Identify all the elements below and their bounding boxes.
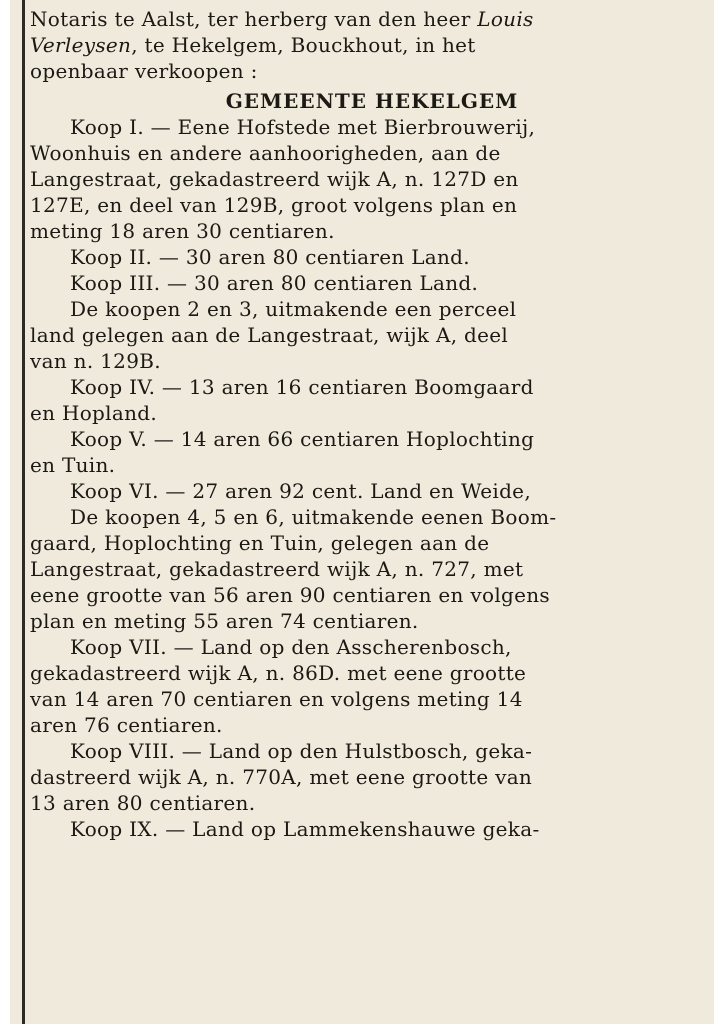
lot-line: Koop III. — 30 aren 80 centiaren Land. (70, 271, 479, 295)
lot-paragraph (30, 504, 714, 634)
lot-paragraph (30, 296, 714, 374)
newspaper-clipping (10, 0, 714, 1024)
lot-line: en Hopland. (30, 401, 158, 425)
lot-line: van 14 aren 70 centiaren en volgens meting 14 (30, 687, 523, 711)
lot-line: Woonhuis en andere aanhoorigheden, aan de (30, 141, 501, 165)
lot-line: Koop I. — Eene Hofstede met Bierbrouwerij, (70, 115, 536, 139)
left-column-rule (22, 0, 25, 1024)
lot-line: Koop VIII. — Land op den Hulstbosch, geka- (70, 739, 533, 763)
lot-line: meting 18 aren 30 centiaren. (30, 219, 335, 243)
lot-line: dastreerd wijk A, n. 770A, met eene grootte van (30, 765, 533, 789)
lot-line: land gelegen aan de Langestraat, wijk A, deel (30, 323, 509, 347)
lot-line: van n. 129B. (30, 349, 161, 373)
lot-line: gekadastreerd wijk A, n. 86D. met eene grootte (30, 661, 527, 685)
lot-line: Langestraat, gekadastreerd wijk A, n. 127D en (30, 167, 519, 191)
lot-paragraph (30, 478, 714, 504)
notary-name-first: Louis (477, 7, 534, 31)
lot-line: en Tuin. (30, 453, 116, 477)
lot-paragraph (30, 738, 714, 816)
lot-line: Koop VI. — 27 aren 92 cent. Land en Weide, (70, 479, 531, 503)
lot-paragraph (30, 114, 714, 244)
section-heading: GEMEENTE HEKELGEM (225, 89, 519, 113)
lot-line: Koop VII. — Land op den Asscherenbosch, (70, 635, 512, 659)
lot-paragraph (30, 244, 714, 270)
lot-line: Koop IV. — 13 aren 16 centiaren Boomgaard (70, 375, 534, 399)
lot-line: eene grootte van 56 aren 90 centiaren en volgens (30, 583, 550, 607)
lot-line: aren 76 centiaren. (30, 713, 223, 737)
lot-paragraph (30, 374, 714, 426)
intro-paragraph (30, 6, 714, 84)
lot-line: De koopen 2 en 3, uitmakende een perceel (70, 297, 517, 321)
lot-line: plan en meting 55 aren 74 centiaren. (30, 609, 419, 633)
lot-paragraph (30, 270, 714, 296)
lot-paragraph (30, 634, 714, 738)
intro-line-2: Verleysen, te Hekelgem, Bouckhout, in het (30, 33, 476, 57)
lot-line: 13 aren 80 centiaren. (30, 791, 256, 815)
lot-line: Koop II. — 30 aren 80 centiaren Land. (70, 245, 470, 269)
lot-line: 127E, en deel van 129B, groot volgens plan en (30, 193, 518, 217)
lots-list (30, 114, 714, 842)
lot-paragraph (30, 426, 714, 478)
notary-name-last: Verleysen (30, 33, 132, 57)
lot-paragraph (30, 816, 714, 842)
lot-line: gaard, Hoplochting en Tuin, gelegen aan de (30, 531, 490, 555)
intro-line-1: Notaris te Aalst, ter herberg van den heer Louis (30, 7, 534, 31)
article-column (30, 6, 714, 842)
lot-line: Koop IX. — Land op Lammekenshauwe geka- (70, 817, 540, 841)
lot-line: Koop V. — 14 aren 66 centiaren Hoplochting (70, 427, 535, 451)
lot-line: De koopen 4, 5 en 6, uitmakende eenen Boom- (70, 505, 557, 529)
lot-line: Langestraat, gekadastreerd wijk A, n. 727, met (30, 557, 524, 581)
intro-line-3: openbaar verkoopen : (30, 59, 258, 83)
